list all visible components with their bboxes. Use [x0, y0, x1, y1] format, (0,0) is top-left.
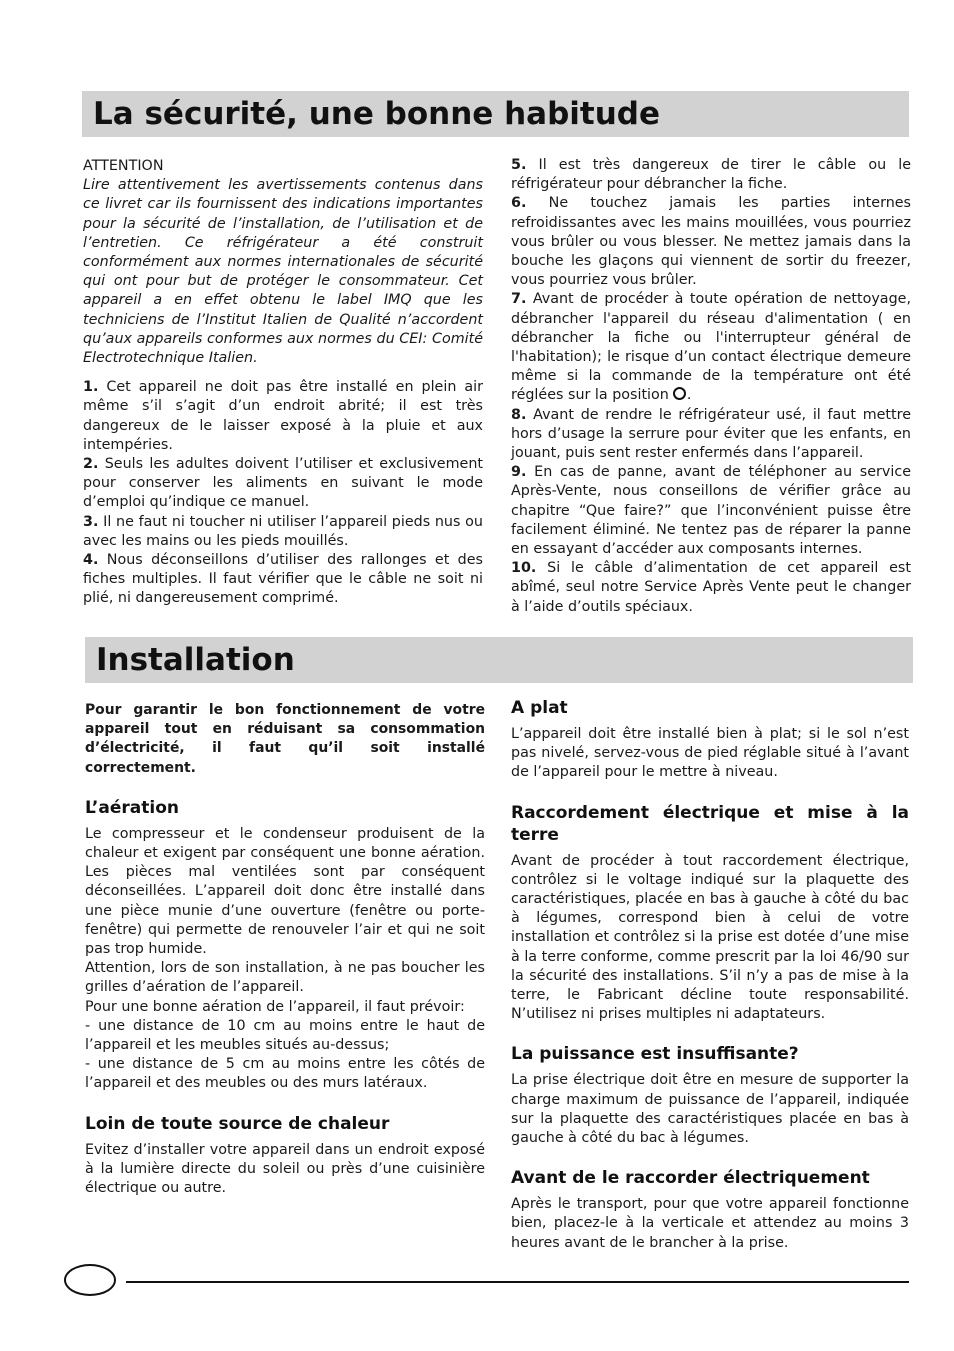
securite-item-3: [83, 513, 483, 551]
section-title-installation: Installation: [85, 637, 913, 683]
securite-item-8: [511, 406, 911, 464]
item-text: Si le câble d’alimentation de cet appareil est abîmé, seul notre Service Après Vente peut le changer à l’aide d’outils spéciaux.: [511, 560, 911, 615]
heading-puissance: La puissance est insuffisante?: [511, 1044, 799, 1065]
item-text: Avant de procéder à toute opération de nettoyage, débrancher l'appareil du réseau d'alimentation ( en débrancher la fiche ou l'interrupteur général de l'habitation); le risque d’un contact électrique demeure même si la commande de la température ont été réglées sur la position: [511, 291, 911, 404]
securite-item-9: [511, 463, 911, 559]
heading-chaleur: Loin de toute source de chaleur: [85, 1113, 390, 1134]
securite-item-5: [511, 156, 911, 194]
raccordement-paragraph: Avant de procéder à tout raccordement électrique, contrôlez si le voltage indiqué sur la plaquette des caractéristiques, placée en bas à gauche à côté du bac à légumes, correspond bien à celui de votre installation et contrôlez si la prise est dotée d’une mise à la terre conforme, comme prescrit par la loi 46/90 sur la sécurité des installations. S’il n’y a pas de mise à la terre, le Fabricant décline toute responsabilité. N’utilisez ni prises multiples ni adaptateurs.: [511, 852, 909, 1023]
item-number: 4.: [83, 552, 99, 569]
item-number: 9.: [511, 464, 527, 481]
securite-intro: Lire attentivement les avertissements contenus dans ce livret car ils fournissent des indications importantes pour la sécurité de l’installation, de l’utilisation et de l’entretien. Ce réfrigérateur a été construit conformément aux normes internationales de sécurité qui ont pour but de protéger le consommateur. Cet appareil a en effet obtenu le label IMQ que les techniciens de l’Institut Italien de Qualité n’accordent qu’aux appareils conformes aux normes du CEI: Comité Electrotechnique Italien.: [83, 177, 483, 367]
item-text: Nous déconseillons d’utiliser des rallonges et des fiches multiples. Il faut vérifier que le câble ne soit ni plié, ni dangereusement comprimé.: [83, 552, 483, 607]
installation-right-column: [511, 697, 909, 1253]
section-title-securite: La sécurité, une bonne habitude: [82, 91, 909, 137]
page-number-badge: [64, 1264, 116, 1296]
securite-item-10: [511, 559, 911, 617]
item-number: 7.: [511, 291, 527, 308]
securite-item-2: [83, 455, 483, 513]
attention-label: ATTENTION: [83, 158, 164, 174]
avant-raccorder-paragraph: Après le transport, pour que votre appareil fonctionne bien, placez-le à la verticale et attendez au moins 3 heures avant de le brancher à la prise.: [511, 1196, 909, 1251]
securite-item-4: [83, 551, 483, 609]
item-number: 2.: [83, 456, 99, 473]
securite-right-column: [511, 156, 911, 617]
item-number: 8.: [511, 406, 527, 423]
footer-rule: [126, 1281, 909, 1283]
heading-a-plat: A plat: [511, 698, 568, 718]
heading-raccordement: Raccordement électrique et mise à la terre: [511, 802, 909, 845]
item-text: En cas de panne, avant de téléphoner au service Après-Vente, nous conseillons de vérifier grâce au chapitre “Que faire?” que l’inconvénient puisse être facilement éliminé. Ne tentez pas de réparer la panne en essayant d’accéder aux composants internes.: [511, 464, 911, 558]
item-text: Il est très dangereux de tirer le câble ou le réfrigérateur pour débrancher la fiche.: [511, 157, 911, 193]
heading-aeration: L’aération: [85, 797, 179, 818]
aeration-paragraph-2: Attention, lors de son installation, à ne pas boucher les grilles d’aération de l’appareil.: [85, 960, 485, 996]
aeration-paragraph-3: Pour une bonne aération de l’appareil, il faut prévoir:: [85, 998, 465, 1015]
aeration-paragraph-5: - une distance de 5 cm au moins entre les côtés de l’appareil et des meubles ou des murs latéraux.: [85, 1056, 485, 1092]
item-text: Avant de rendre le réfrigérateur usé, il faut mettre hors d’usage la serrure pour éviter que les enfants, en jouant, puis sent rester enfermés dans l’appareil.: [511, 406, 911, 462]
chaleur-paragraph: Evitez d’installer votre appareil dans un endroit exposé à la lumière directe du soleil ou près d’une cuisinière électrique ou autre.: [85, 1141, 485, 1197]
heading-avant-raccorder: Avant de le raccorder électriquement: [511, 1168, 870, 1189]
item-text: Cet appareil ne doit pas être installé en plein air même s’il s’agit d’un endroit abrité; il est très dangereux de le laisser exposé à la pluie et aux intempéries.: [83, 379, 483, 453]
a-plat-paragraph: L’appareil doit être installé bien à plat; si le sol n’est pas nivelé, servez-vous de pied réglable situé à l’avant de l’appareil pour le mettre à niveau.: [511, 726, 909, 781]
item-number: 3.: [83, 513, 99, 530]
item-number: 5.: [511, 157, 527, 173]
aeration-paragraph-1: Le compresseur et le condenseur produisent de la chaleur et exigent par conséquent une bonne aération. Les pièces mal ventilées sont par conséquent déconseillées. L’appareil doit donc être installé dans une pièce munie d’une ouverture (fenêtre ou porte-fenêtre) qui permette de renouveler l’air et qui ne soit pas trop humide.: [85, 825, 485, 958]
item-number: 1.: [83, 379, 99, 396]
securite-item-7: [511, 290, 911, 405]
securite-item-1: [83, 378, 483, 455]
installation-left-column: [85, 701, 485, 1198]
securite-item-6: [511, 194, 911, 290]
securite-left-column: [83, 157, 483, 609]
installation-lead: Pour garantir le bon fonctionnement de votre appareil tout en réduisant sa consommation d’électricité, il faut qu’il soit installé correctement.: [85, 702, 485, 776]
item-number: 10.: [511, 560, 537, 577]
item-text: Il ne faut ni toucher ni utiliser l’appareil pieds nus ou avec les mains ou les pieds mouillés.: [83, 513, 483, 549]
item-text: Ne touchez jamais les parties internes refroidissantes avec les mains mouillées, vous pourriez vous brûler ou vous blesser. Ne mettez jamais dans la bouche les glaçons qui viennent de sortir du freezer, vous pourriez vous brûler.: [511, 195, 911, 289]
item-number: 6.: [511, 195, 527, 212]
puissance-paragraph: La prise électrique doit être en mesure de supporter la charge maximum de puissance de l’appareil, indiquée sur la plaquette des caractéristiques placée en bas à gauche à côté du bac à légumes.: [511, 1072, 909, 1147]
item-end: .: [686, 387, 692, 404]
aeration-paragraph-4: - une distance de 10 cm au moins entre le haut de l’appareil et les meubles situés au-dessus;: [85, 1017, 485, 1054]
item-text: Seuls les adultes doivent l’utiliser et exclusivement pour conserver les aliments en suivant le mode d’emploi qu’indique ce manuel.: [83, 456, 483, 511]
thermostat-off-icon: [673, 387, 686, 400]
